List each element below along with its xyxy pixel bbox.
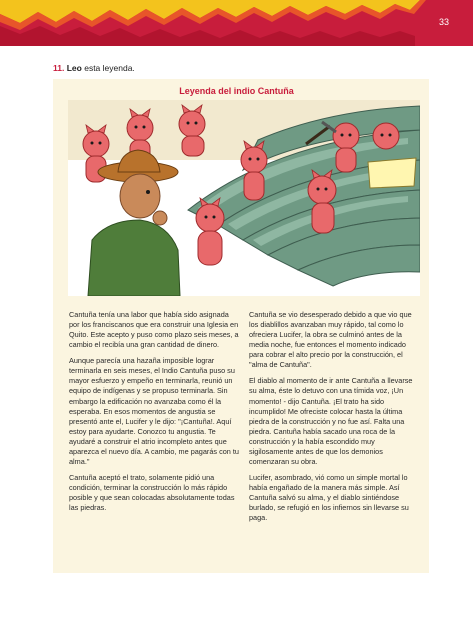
paragraph: El diablo al momento de ir ante Cantuña a llevarse su alma, éste lo detuvo con una tímida voz, ¡Un momento! - dijo Cantuña. ¡El trato ha sido incumplido! Me ofreciste colocar hasta la última piedra de la construcción y no fue así. Falta una piedra. Cantuña había sacado una roca de la construcción y la había escondido muy sigilosamente antes de que los demonios comenzaran su obra. — [249, 376, 413, 466]
page-number: 33 — [438, 17, 449, 27]
illustration-cantuna-devils — [68, 100, 420, 296]
activity-verb: Leo — [66, 63, 82, 73]
activity-instruction — [53, 63, 135, 73]
paragraph: Aunque parecía una hazaña imposible lograr terminarla en seis meses, el Indio Cantuña puso su mayor esfuerzo y empeño en terminarla, reunió un equipo de indígenas y se propuso terminarla. Sin embargo la edificación no avanzaba como él la esperaba. En esos momentos de angustia se presentó ante el, Lucifer y le dijo: "¡Cantuña!. Aquí estoy para ayudarte. Conozco tu angustia. Te ayudaré a construir el atrio incompleto antes que aparezca el nuevo día. A cambio, me pagarás con tu alma." — [69, 356, 239, 466]
reading-title: Leyenda del indio Cantuña — [179, 86, 294, 96]
paragraph: Cantuña se vio desesperado debido a que vio que los diablillos avanzaban muy rápido, tal como lo ofreciera Lucifer, la obra se culminó antes de la media noche, fue entonces el momento indicado para cobrar el alto precio por la construcción, el "alma de Cantuña". — [249, 310, 412, 370]
paragraph: Cantuña tenía una labor que había sido asignada por los franciscanos que era construir una Iglesia en Quito. Este acepto y puso como plazo seis meses, a cambio el recibía una gran cantidad de dinero. — [69, 310, 239, 350]
paragraph: Cantuña aceptó el trato, solamente pidió una condición, terminar la construcción lo más rápido posible y que sean colocadas absolutamente todas las piedras. — [69, 472, 235, 513]
top-decorative-band — [0, 0, 473, 46]
activity-number: 11. — [53, 63, 65, 73]
paragraph: Lucifer, asombrado, vió como un simple mortal lo había engañado de la manera más simple. Así Cantuña salvó su alma, y el diablo sintiéndose burlado, se refugió en los infiernos sin llevarse su paga. — [249, 472, 409, 523]
activity-text: esta leyenda. — [81, 63, 135, 73]
reading-column-right — [249, 310, 421, 529]
reading-column-left — [69, 310, 241, 519]
